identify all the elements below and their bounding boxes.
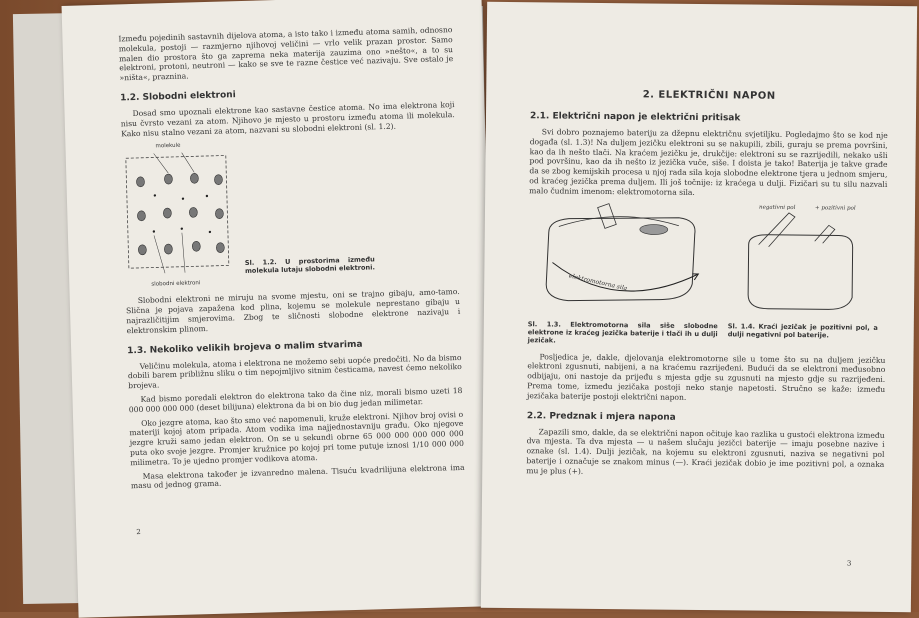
intro-paragraph: Između pojedinih sastavnih dijelova atoma, a isto tako i između atoma samih, odnosno molekula, postoji — razmjerno njihovoj veličini — vrlo velik prazan prostor. Samo malen dio prostora što ga zaprema neka materija zauzima ono »nešto«, a to su elektroni, protoni, neutroni — kako se sve te razne čestice već nazivaju. Sve ostalo je »ništa«, praznina. xyxy=(118,25,454,83)
section-1-3-paragraph-4: Masa elektrona također je izvanredno malena. Tisuću kvadrilijuna elektrona ima masu od jednog grama. xyxy=(130,462,465,491)
figure-1-4-drawing xyxy=(728,204,879,320)
left-page xyxy=(62,0,499,618)
figure-1-2-caption: Sl. 1.2. U prostorima između molekula lutaju slobodni elektroni. xyxy=(244,255,376,276)
figure-1-2-drawing xyxy=(121,142,235,289)
right-page xyxy=(481,2,917,612)
section-1-3-paragraph-2: Kad bismo poredali elektron do elektrona tako da čine niz, morali bismo uzeti 18 000 000 000 000 (deset bilijuna) elektrona da bi on bio dug jedan milimetar. xyxy=(128,385,463,415)
figure-1-2-label-top: molekule xyxy=(155,143,181,150)
section-2-2-title: 2.2. Predznak i mjera napona xyxy=(526,410,676,423)
section-1-2-paragraph-1: Dosad smo upoznali elektrone kao sastavne čestice atoma. No ima elektrona koji nisu čvrsto vezani za atom. Njihovo je mjesto u prostoru između atoma ili molekula. Kako nisu stalno vezani za atom, nazvani su slobodni elektroni (sl. 1.2). xyxy=(120,100,455,138)
figures-1-3-1-4 xyxy=(528,202,887,348)
figure-1-3-label: elektromotorna sila xyxy=(568,272,628,292)
section-1-3-paragraph-3: Oko jezgre atoma, kao što smo već napomenuli, kruže elektroni. Njihov broj ovisi o materiji kojoj atom pripada. Atom vodika ima najjednostavniju građu. Oko njegove jezgre kruži samo jedan elektron. On se u sekundi obrne 65 000 000 000 000 000 puta oko svoje jezgre. Promjer kružnice po kojoj pri tome putuje iznosi 1/10 000 000 milimetra. To je ujedno promjer vodikova atoma. xyxy=(129,409,465,467)
left-page-number: 2 xyxy=(136,527,141,537)
figure-1-4 xyxy=(728,204,879,340)
section-1-2-paragraph-2: Slobodni elektroni ne miruju na svome mjestu, oni se trajno gibaju, amo-tamo. Slična je pojava zapažena kod plina, kojemu se molekule neprestano gibaju u najrazličitijim smjerovima. Zbog te sličnosti slobodne elektrone nazivaju i elektronskim plinom. xyxy=(125,287,461,336)
chapter-title: 2. ELEKTRIČNI NAPON xyxy=(642,89,776,102)
figure-1-4-negative-label: negativni pol xyxy=(759,204,796,211)
figure-1-2 xyxy=(121,135,459,288)
section-2-1-title: 2.1. Električni napon je električni pritisak xyxy=(529,111,741,124)
figure-1-3-caption: Sl. 1.3. Elektromotorna sila siše slobodne elektrone iz kraćeg jezička baterije i tlači ih u dulji jezičak. xyxy=(527,319,718,345)
figure-1-3-drawing xyxy=(528,202,719,318)
section-2-1-paragraph-2: Posljedica je, dakle, djelovanja elektromotorne sile u tome što su na duljem jezičku elektroni zgusnuti, nabijeni, a na kraćemu razrijeđeni. Budući da se elektroni međusobno odbijaju, oni nastoje da prijeđu s mjesta gdje su zgusnuti na mjesto gdje su razrijeđeni. Prema tome, između jezičaka postoji neko stanje napetosti. Stručno se kaže: između jezičaka baterije postoji električni napon. xyxy=(527,351,886,402)
section-2-1-paragraph-1: Svi dobro poznajemo bateriju za džepnu električnu svjetiljku. Pogledajmo što se kod nje događa (sl. 1.3)! Na duljem jezičku elektroni su se nakupili, zbili, guraju se prema površini, kao da ih nešto tlači. Na kraćem jezičku je, drukčije: elektroni su se razrijedili, nekako ušli pod površinu, kao da ih nešto iz jezička vuče, siše. I doista je tako! Baterija je takve građe da se zbog kemijskih procesa u njoj rada sila koja slobodne elektrone tjera u jednom smjeru, od kraćeg jezička prema duljem. Ili još točnije: iz kraćega u dulji. Fizičari su tu silu nazvali malo čudnim imenom: elektromotorna sila. xyxy=(529,127,888,197)
right-page-number: 3 xyxy=(846,559,852,568)
section-2-2-paragraph-1: Zapazili smo, dakle, da se električni napon očituje kao razlika u gustoći elektrona između dva mjesta. Ta dva mjesta — u našem slučaju jezičci baterije — imaju posebne nazive i oznake (sl. 1.4). Dulji jezičak, na kojemu su elektroni zgusnuti, naziva se negativni pol baterije i označuje se znakom minus (—). Kraći jezičak dobio je ime pozitivni pol, a oznaka mu je plus (+). xyxy=(526,426,885,476)
section-1-2-title: 1.2. Slobodni elektroni xyxy=(120,90,236,104)
battery-poles-diagram xyxy=(728,204,869,315)
figure-1-4-positive-label: + pozitivni pol xyxy=(815,204,856,212)
section-1-3-paragraph-1: Veličinu molekula, atoma i elektrona ne možemo sebi uopće predočiti. No da bismo dobili barem približnu sliku o tim nepojmljivo sitnim česticama, navest ćemo nekoliko brojeva. xyxy=(127,352,462,391)
molecules-diagram xyxy=(121,142,235,285)
figure-1-3 xyxy=(528,202,719,346)
section-1-3-title: 1.3. Nekoliko velikih brojeva o malim stvarima xyxy=(127,339,363,356)
battery-force-diagram xyxy=(528,202,709,314)
figure-1-4-caption: Sl. 1.4. Kraći jezičak je pozitivni pol, a dulji negativni pol baterije. xyxy=(727,321,878,339)
figure-1-2-label-bottom: slobodni elektroni xyxy=(151,280,201,288)
